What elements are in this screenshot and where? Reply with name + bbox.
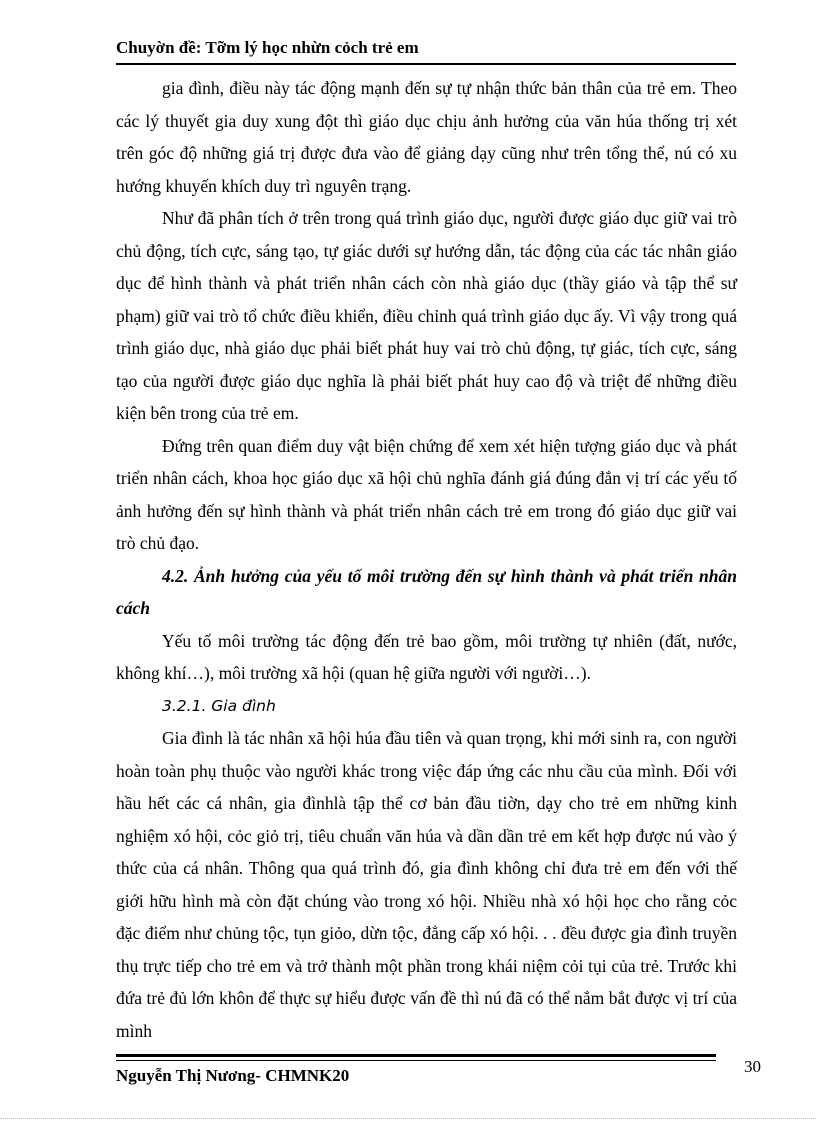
document-body [116,72,737,1047]
footer-author: Nguyễn Thị Nương- CHMNK20 [116,1066,350,1085]
footer-divider-thick [116,1054,716,1057]
paragraph-1: gia đình, điều này tác động mạnh đến sự tự nhận thức bản thân của trẻ em. Theo các lý thuyết gia duy xung đột thì giáo dục chịu ảnh hưởng của văn húa thống trị xét trên góc độ những giá trị được đưa vào để giảng dạy cũng như trên tổng thể, nú có xu hướng khuyến khích duy trì nguyên trạng. [116,78,737,196]
page-edge-divider [0,1118,816,1119]
paragraph-5: Gia đình là tác nhân xã hội húa đầu tiên và quan trọng, khi mới sinh ra, con người hoàn toàn phụ thuộc vào người khác trong việc đáp ứng các nhu cầu của mình. Đối với hầu hết các cá nhân, gia đìnhlà tập thể cơ bản đầu tiờn, dạy cho trẻ em những kinh nghiệm xó hội, cỏc giỏ trị, tiêu chuẩn văn húa và dần dần trẻ em kết hợp được nú vào ý thức của cá nhân. Thông qua quá trình đó, gia đình không chỉ đưa trẻ em đến với thế giới hữu hình mà còn đặt chúng vào trong xó hội. Nhiều nhà xó hội học cho rằng cỏc đặc điểm như chủng tộc, tụn giỏo, dừn tộc, đẳng cấp xó hội. . . đều được gia đình truyền thụ trực tiếp cho trẻ em và trở thành một phần trong khái niệm cỏi tụi của trẻ. Trước khi đứa trẻ đủ lớn khôn để thực sự hiểu được vấn đề thì nú đã có thể nắm bắt được vị trí của mình [116,728,737,1041]
header-divider [116,63,736,65]
paragraph-3: Đứng trên quan điểm duy vật biện chứng để xem xét hiện tượng giáo dục và phát triển nhân cách, khoa học giáo dục xã hội chủ nghĩa đánh giá đúng đắn vị trí các yếu tố ảnh hưởng đến sự hình thành và phát triển nhân cách trẻ em trong đó giáo dục giữ vai trò chủ đạo. [116,435,737,553]
subsection-heading: 3.2.1. Gia đình [162,696,276,715]
paragraph-4: Yếu tố môi trường tác động đến trẻ bao gồm, môi trường tự nhiên (đất, nước, không khí…), môi trường xã hội (quan hệ giữa người với người…). [116,630,737,683]
page-header: Chuyờn đề: Tỡm lý học nhừn cỏch trẻ em [116,38,419,57]
page-number: 30 [744,1057,761,1076]
footer-divider-thin [116,1060,716,1061]
section-heading: 4.2. Ảnh hưởng của yếu tố môi trường đến sự hình thành và phát triển nhân cách [116,565,737,618]
paragraph-2: Như đã phân tích ở trên trong quá trình giáo dục, người được giáo dục giữ vai trò chủ động, tích cực, sáng tạo, tự giác dưới sự hướng dẫn, tác động của các tác nhân giáo dục để hình thành và phát triển nhân cách còn nhà giáo dục (thầy giáo và tập thể sư phạm) giữ vai trò tổ chức điều khiển, điều chỉnh quá trình giáo dục ấy. Vì vậy trong quá trình giáo dục, nhà giáo dục phải biết phát huy vai trò chủ động, tự giác, tích cực, sáng tạo của người được giáo dục nghĩa là phải biết phát huy cao độ và triệt để những điều kiện bên trong của trẻ em. [116,208,737,423]
